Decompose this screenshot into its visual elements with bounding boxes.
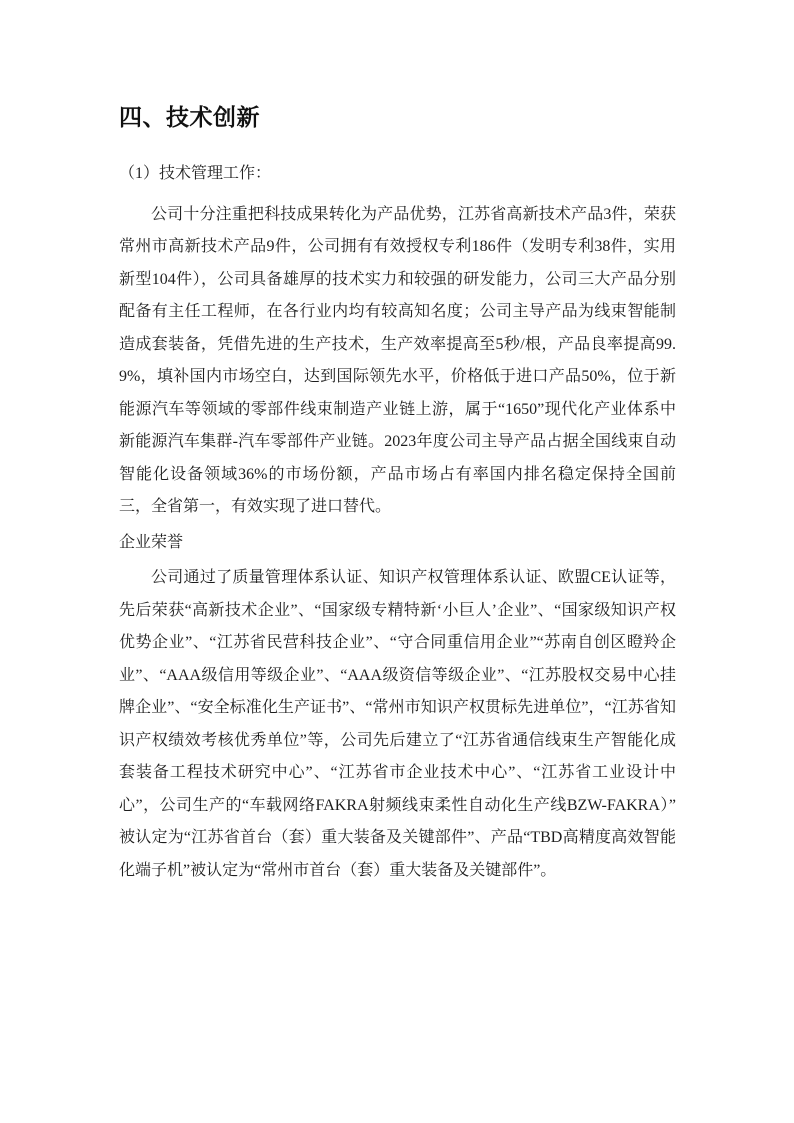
section-heading: 四、技术创新 — [119, 104, 260, 130]
tech-management-paragraph: 公司十分注重把科技成果转化为产品优势，江苏省高新技术产品3件，荣获常州市高新技术产品9件，公司拥有有效授权专利186件（发明专利38件，实用新型104件），公司具备雄厚的技术实力和较强的研发能力，公司三大产品分别配备有主任工程师，在各行业内均有较高知名度；公司主导产品为线束智能制造成套装备，凭借先进的生产技术，生产效率提高至5秒/根，产品良率提高99.9%，填补国内市场空白，达到国际领先水平，价格低于进口产品50%，位于新能源汽车等领域的零部件线束制造产业链上游，属于“1650”现代化产业体系中新能源汽车集群-汽车零部件产业链。2023年度公司主导产品占据全国线束自动智能化设备领域36%的市场份额，产品市场占有率国内排名稳定保持全国前三，全省第一，有效实现了进口替代。 — [119, 205, 676, 515]
document-content — [119, 0, 676, 887]
enterprise-honors-subtitle: 企业荣誉 — [119, 533, 184, 551]
tech-management-subtitle: （1）技术管理工作： — [119, 165, 272, 182]
enterprise-honors-paragraph: 公司通过了质量管理体系认证、知识产权管理体系认证、欧盟CE认证等，先后荣获“高新技术企业”、“国家级专精特新‘小巨人’企业”、“国家级知识产权优势企业”、“江苏省民营科技企业”、“守合同重信用企业”“苏南自创区瞪羚企业”、“AAA级信用等级企业”、“AAA级资信等级企业”、“江苏股权交易中心挂牌企业”、“安全标准化生产证书”、“常州市知识产权贯标先进单位”，“江苏省知识产权绩效考核优秀单位”等，公司先后建立了“江苏省通信线束生产智能化成套装备工程技术研究中心”、“江苏省市企业技术中心”、“江苏省工业设计中心”，公司生产的“车载网络FAKRA射频线束柔性自动化生产线BZW-FAKRA）”被认定为“江苏省首台（套）重大装备及关键部件”、产品“TBD高精度高效智能化端子机”被认定为“常州市首台（套）重大装备及关键部件”。 — [119, 569, 676, 879]
